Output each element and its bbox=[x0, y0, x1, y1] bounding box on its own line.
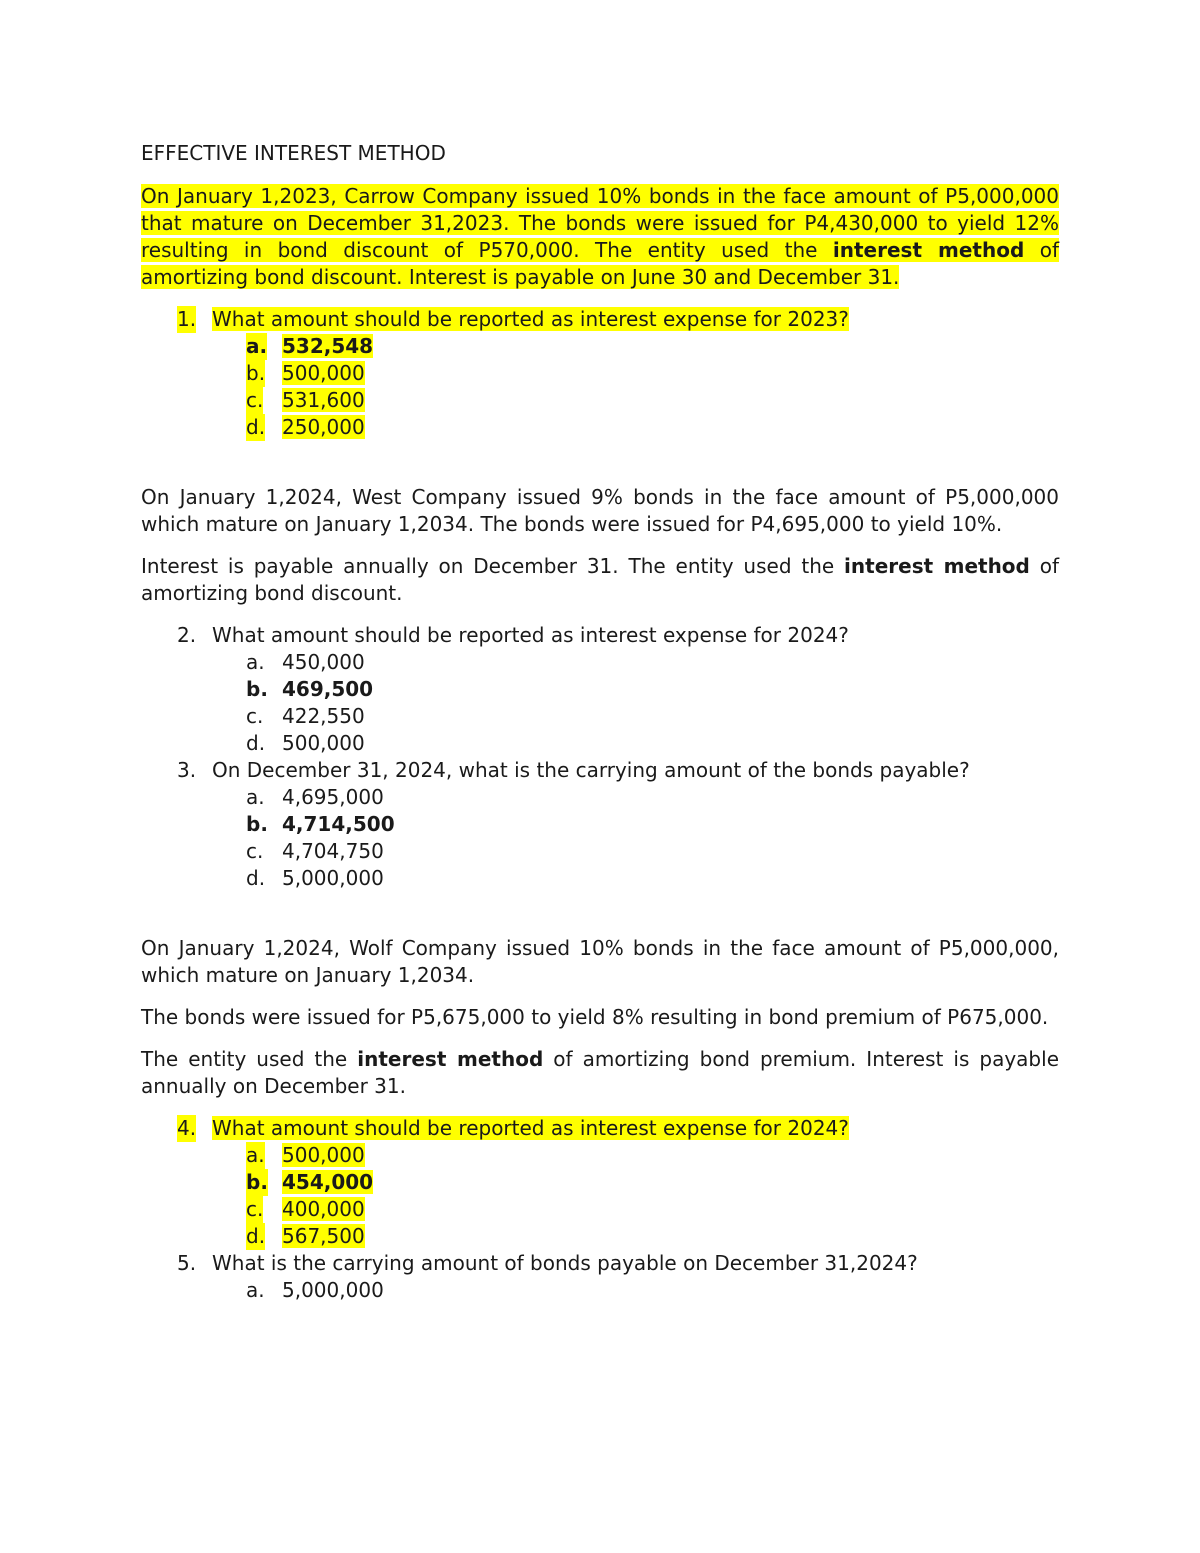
page-title: EFFECTIVE INTEREST METHOD bbox=[141, 141, 446, 165]
option-a: a. 532,548 bbox=[246, 334, 374, 358]
question-line bbox=[141, 306, 1059, 333]
question-text: What amount should be reported as interest expense for 2024? bbox=[212, 623, 849, 647]
question-4 bbox=[141, 1115, 1059, 1250]
option-b: b. 454,000 bbox=[246, 1170, 374, 1194]
question-2 bbox=[141, 622, 1059, 757]
question-number: 5. bbox=[177, 1251, 197, 1275]
question-line bbox=[141, 1250, 1059, 1277]
option-c: c. 422,550 bbox=[246, 704, 365, 728]
correct-answer: 469,500 bbox=[282, 677, 374, 701]
question-line bbox=[141, 1115, 1059, 1142]
option-a: a. 500,000 bbox=[246, 1143, 365, 1167]
option-c: c. 400,000 bbox=[246, 1197, 365, 1221]
problem-1-paragraph bbox=[141, 183, 1059, 291]
document-page bbox=[141, 140, 1059, 1304]
option-d: d. 250,000 bbox=[246, 415, 365, 439]
problem-2-paragraph-2: Interest is payable annually on December 31. The entity used the interest method of amortizing bond discount. bbox=[141, 554, 1059, 605]
question-3 bbox=[141, 757, 1059, 892]
option-a: a. 450,000 bbox=[246, 650, 365, 674]
option-b: b. 500,000 bbox=[246, 361, 365, 385]
question-number: 2. bbox=[177, 623, 197, 647]
problem-3-paragraph-2: The bonds were issued for P5,675,000 to yield 8% resulting in bond premium of P675,000. bbox=[141, 1005, 1049, 1029]
highlighted-text: On January 1,2023, Carrow Company issued 10% bonds in the face amount of P5,000,000 that mature on December 31,2023. The bonds were issued for P4,430,000 to yield 12% resulting in bond discount of P570,000. The entity used the interest method of amortizing bond discount. Interest is payable on June 30 and December 31. bbox=[141, 184, 1059, 289]
question-line bbox=[141, 757, 1059, 784]
question-line bbox=[141, 622, 1059, 649]
option-d: d. 567,500 bbox=[246, 1224, 365, 1248]
option-b: b. 469,500 bbox=[246, 677, 374, 701]
question-number: 4. bbox=[177, 1116, 197, 1140]
question-text: What amount should be reported as interest expense for 2024? bbox=[212, 1116, 849, 1140]
question-number: 3. bbox=[177, 758, 197, 782]
question-text: What is the carrying amount of bonds payable on December 31,2024? bbox=[212, 1251, 918, 1275]
bold-term: interest method bbox=[832, 238, 1025, 262]
question-text: On December 31, 2024, what is the carrying amount of the bonds payable? bbox=[212, 758, 970, 782]
correct-answer: 532,548 bbox=[282, 334, 374, 358]
correct-answer: 4,714,500 bbox=[282, 812, 395, 836]
option-d: d. 5,000,000 bbox=[246, 866, 384, 890]
problem-2-paragraph: On January 1,2024, West Company issued 9% bonds in the face amount of P5,000,000 which mature on January 1,2034. The bonds were issued for P4,695,000 to yield 10%. bbox=[141, 485, 1059, 536]
question-text: What amount should be reported as interest expense for 2023? bbox=[212, 307, 849, 331]
question-1 bbox=[141, 306, 1059, 441]
bold-term: interest method bbox=[357, 1047, 544, 1071]
problem-3-paragraph: On January 1,2024, Wolf Company issued 10% bonds in the face amount of P5,000,000, which mature on January 1,2034. bbox=[141, 936, 1059, 987]
option-a: a. 5,000,000 bbox=[246, 1278, 384, 1302]
option-c: c. 531,600 bbox=[246, 388, 365, 412]
question-5 bbox=[141, 1250, 1059, 1304]
option-a: a. 4,695,000 bbox=[246, 785, 384, 809]
option-b: b. 4,714,500 bbox=[246, 812, 395, 836]
problem-3-paragraph-3: The entity used the interest method of amortizing bond premium. Interest is payable annually on December 31. bbox=[141, 1047, 1059, 1098]
option-d: d. 500,000 bbox=[246, 731, 365, 755]
question-number: 1. bbox=[177, 307, 197, 331]
option-c: c. 4,704,750 bbox=[246, 839, 384, 863]
bold-term: interest method bbox=[844, 554, 1030, 578]
correct-answer: 454,000 bbox=[282, 1170, 374, 1194]
